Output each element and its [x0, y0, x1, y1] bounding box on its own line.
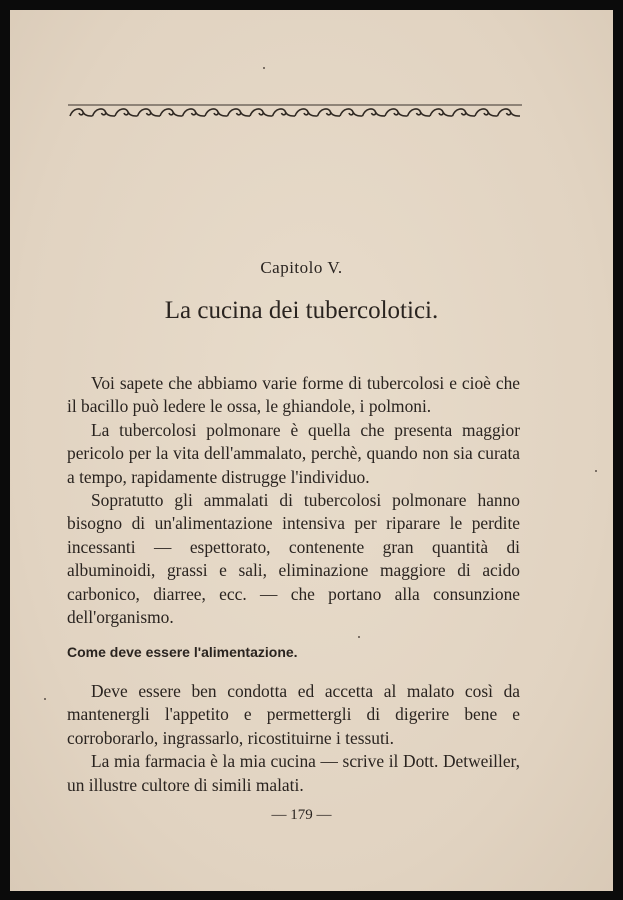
wave-motif — [138, 109, 161, 116]
section-text — [67, 680, 520, 797]
paragraph: Deve essere ben condotta ed accetta al malato così da mantenergli l'appetito e permettergli di digerire bene e corroborarlo, ingrassarlo, ricostituirne i tessuti. — [67, 681, 520, 748]
wave-motif — [498, 109, 521, 116]
paragraph: Voi sapete che abbiamo varie forme di tubercolosi e cioè che il bacillo può ledere le ossa, le ghiandole, i polmoni. — [67, 373, 520, 417]
wave-motif — [295, 109, 318, 116]
paper-speck — [44, 698, 46, 700]
wave-motif — [408, 109, 431, 116]
wave-motif — [250, 109, 273, 116]
wave-motif — [160, 109, 183, 116]
wave-motif — [115, 109, 138, 116]
wave-motif — [453, 109, 476, 116]
paragraph: La mia farmacia è la mia cucina — scrive il Dott. Detweiller, un illustre cultore di simili malati. — [67, 751, 520, 795]
wave-motif — [363, 109, 386, 116]
wave-motif — [70, 109, 93, 116]
wave-motif — [318, 109, 341, 116]
book-page — [10, 10, 613, 891]
wave-motif — [340, 109, 363, 116]
paragraph: La tubercolosi polmonare è quella che presenta maggior pericolo per la vita dell'ammalato, perchè, quando non sia curata a tempo, rapidamente distrugge l'individuo. — [67, 419, 520, 487]
chapter-title: La cucina dei tubercolotici. — [164, 297, 439, 324]
paper-speck — [595, 470, 597, 472]
wave-motif — [385, 109, 408, 116]
paper-speck — [358, 636, 360, 638]
chapter-number: Capitolo V. — [260, 258, 343, 277]
wave-motif — [183, 109, 206, 116]
decorative-wave-border — [68, 102, 522, 120]
paper-speck — [263, 67, 265, 69]
section-heading: Come deve essere l'alimentazione. — [67, 644, 298, 660]
wave-motif — [273, 109, 296, 116]
intro-text — [67, 372, 520, 629]
wave-motif — [228, 109, 251, 116]
page-number: — 179 — — [271, 807, 332, 823]
wave-motif — [430, 109, 453, 116]
wave-motif — [475, 109, 498, 116]
wave-motif — [205, 109, 228, 116]
paragraph: Sopratutto gli ammalati di tubercolosi polmonare hanno bisogno di un'alimentazione intensiva per riparare le perdite incessanti — espettorato, contenente gran quantità di albuminoidi, grassi e sali, eliminazione maggiore di acido carbonico, diarree, ecc. — che portano alla consunzione dell'organismo. — [67, 490, 520, 628]
wave-motif — [93, 109, 116, 116]
